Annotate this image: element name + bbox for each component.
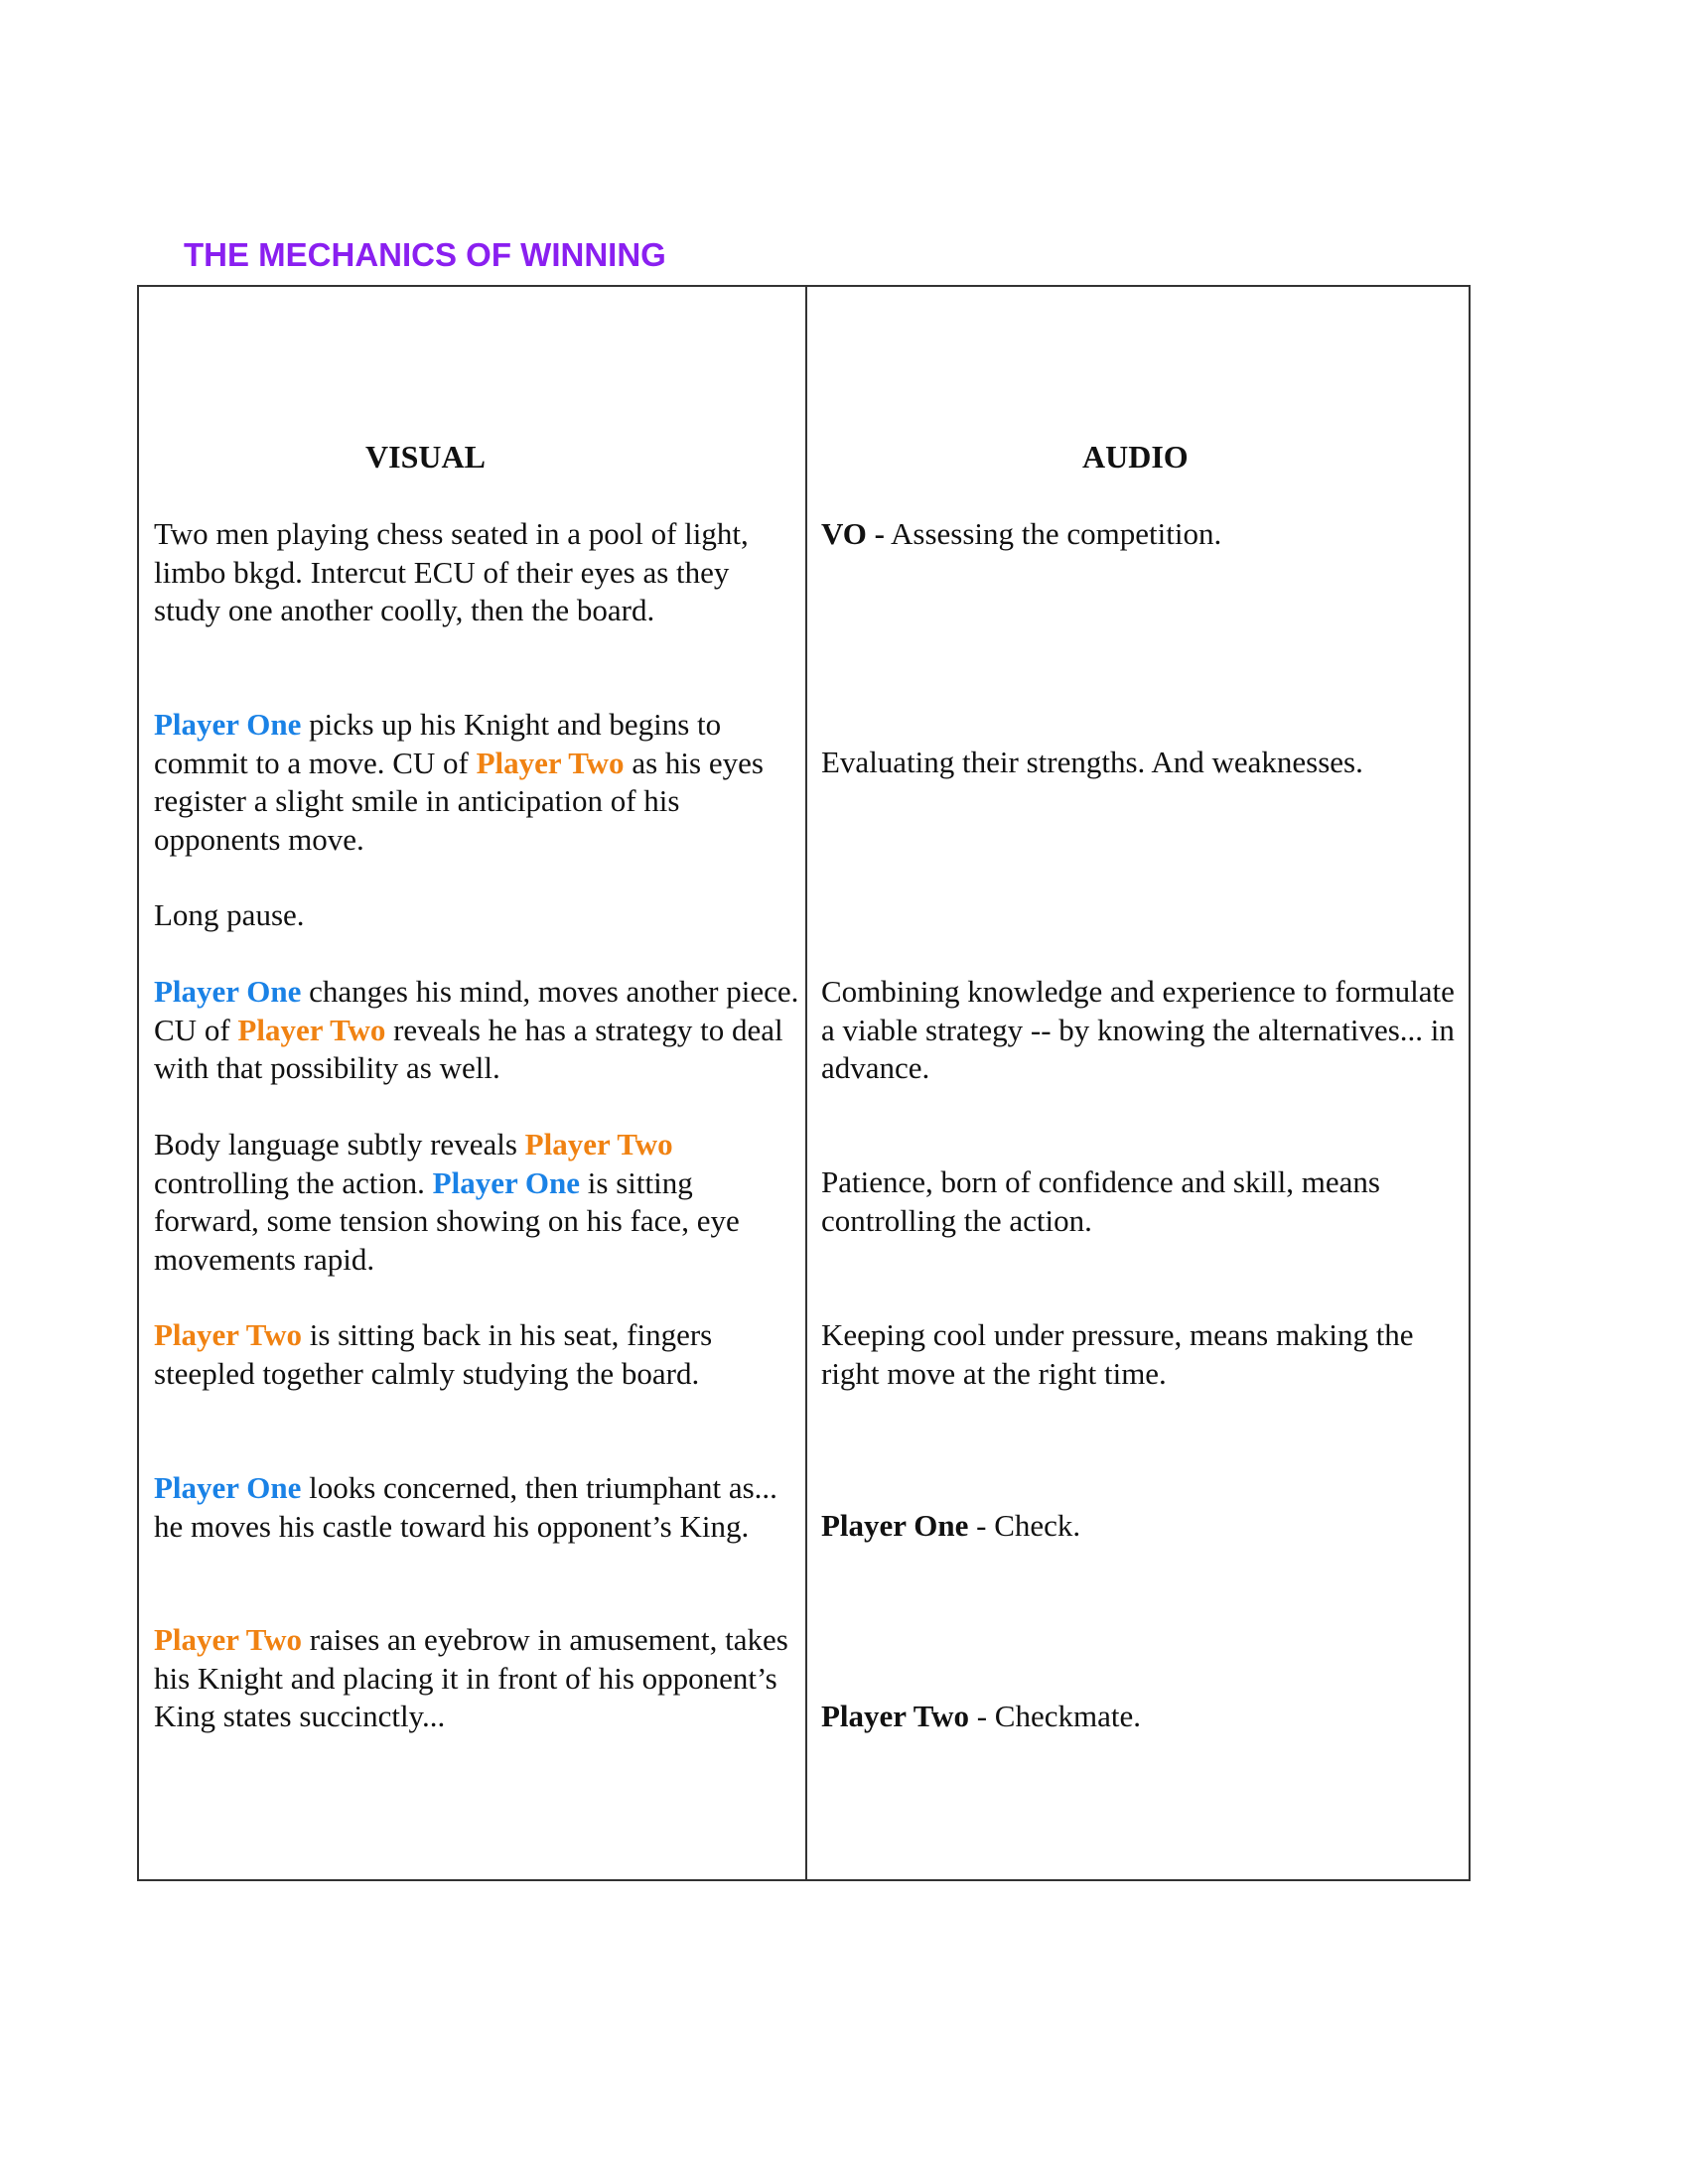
visual-text: Body language subtly reveals (154, 1127, 525, 1161)
visual-text: looks concerned, then triumphant as... he moves his castle toward his opponent’s King. (154, 1470, 777, 1544)
player-two-label: Player Two (237, 1012, 386, 1047)
speaker-label: Player One (821, 1508, 969, 1543)
audio-text: Combining knowledge and experience to formulate a viable strategy -- by knowing the alternatives... in advance. (821, 974, 1455, 1085)
player-one-label: Player One (154, 1470, 302, 1505)
visual-text: is sitting forward, some tension showing on his face, eye movements rapid. (154, 1164, 740, 1277)
visual-paragraph-5 (154, 1126, 799, 1279)
audio-paragraph-7 (821, 1698, 1457, 1736)
visual-text: controlling the action. (154, 1164, 433, 1200)
audio-text: Patience, born of confidence and skill, means controlling the action. (821, 1164, 1380, 1238)
visual-paragraph-3 (154, 896, 799, 935)
player-one-label: Player One (154, 974, 302, 1009)
visual-text: changes his mind, moves another piece. CU of (154, 974, 799, 1047)
player-two-label: Player Two (154, 1622, 302, 1657)
player-two-label: Player Two (476, 745, 625, 780)
speaker-label: VO - (821, 516, 885, 551)
visual-text: raises an eyebrow in amusement, takes his Knight and placing it in front of his opponent’s King states succinctly... (154, 1622, 788, 1733)
audio-paragraph-4 (821, 1163, 1457, 1240)
audio-column-header: AUDIO (1082, 439, 1189, 475)
visual-paragraph-6 (154, 1316, 799, 1393)
player-two-label: Player Two (154, 1317, 302, 1352)
audio-paragraph-5 (821, 1316, 1457, 1393)
audio-paragraph-1 (821, 515, 1457, 554)
player-two-label: Player Two (524, 1127, 673, 1161)
document-title: THE MECHANICS OF WINNING (184, 236, 666, 273)
visual-paragraph-4 (154, 973, 799, 1088)
script-table (137, 285, 1471, 1881)
visual-paragraph-2 (154, 706, 799, 859)
audio-text: Keeping cool under pressure, means making the right move at the right time. (821, 1317, 1414, 1391)
visual-text: picks up his Knight and begins to commit to a move. CU of (154, 707, 722, 780)
audio-text: - Checkmate. (968, 1699, 1141, 1733)
visual-text: Two men playing chess seated in a pool of light, limbo bkgd. Intercut ECU of their eyes as they study one another coolly, then the board. (154, 516, 749, 627)
visual-column-header: VISUAL (365, 439, 486, 475)
visual-paragraph-7 (154, 1469, 799, 1546)
visual-text: as his eyes register a slight smile in anticipation of his opponents move. (154, 745, 764, 857)
audio-paragraph-6 (821, 1507, 1457, 1546)
visual-text: reveals he has a strategy to deal with that possibility as well. (154, 1012, 783, 1085)
visual-text: Long pause. (154, 897, 305, 932)
audio-text: Evaluating their strengths. And weaknesses. (821, 745, 1363, 779)
speaker-label: Player Two (821, 1699, 969, 1733)
player-one-label: Player One (432, 1164, 581, 1200)
audio-paragraph-2 (821, 744, 1457, 782)
visual-text: is sitting back in his seat, fingers steepled together calmly studying the board. (154, 1317, 713, 1391)
visual-paragraph-1 (154, 515, 799, 630)
audio-paragraph-3 (821, 973, 1457, 1088)
audio-text: - Check. (968, 1508, 1081, 1543)
visual-paragraph-8 (154, 1621, 799, 1736)
player-one-label: Player One (154, 707, 302, 742)
column-divider (805, 287, 807, 1879)
audio-text: Assessing the competition. (884, 516, 1222, 551)
